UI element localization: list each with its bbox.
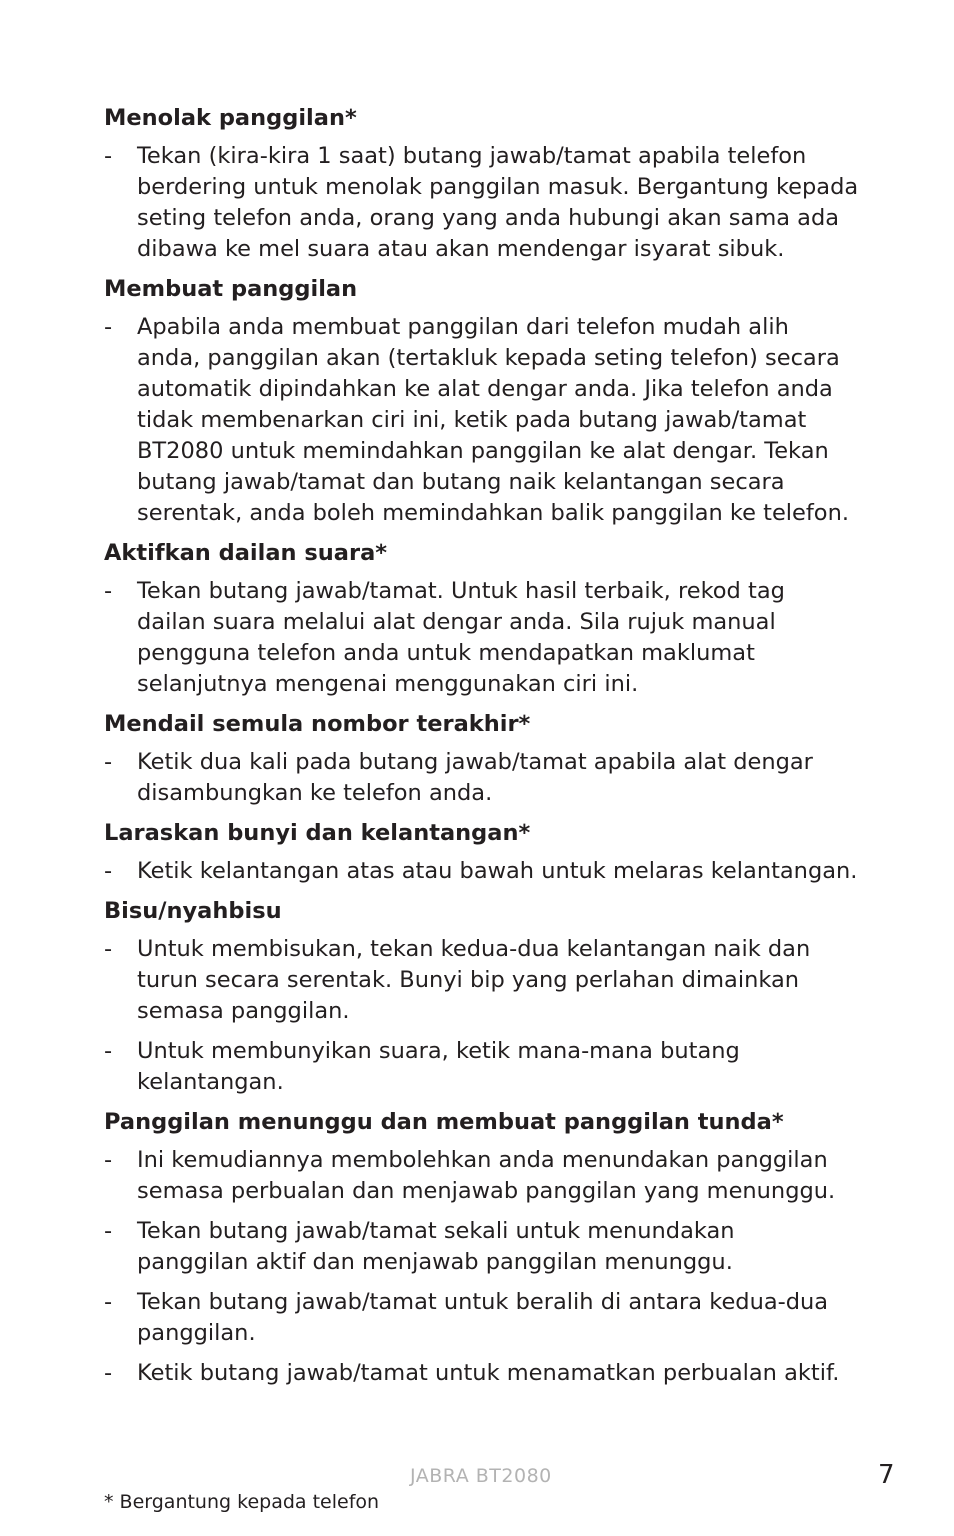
section [104,818,864,887]
bullet-dash: - [104,858,113,884]
list-item [104,1358,864,1389]
list-item-text: Tekan butang jawab/tamat untuk beralih di antara kedua-dua panggilan. [137,1289,829,1346]
list-item [104,934,864,1027]
bullet-dash: - [104,1147,113,1173]
list-item [104,1216,864,1278]
list-item-text: Ketik butang jawab/tamat untuk menamatkan perbualan aktif. [137,1360,840,1386]
section-heading: Bisu/nyahbisu [104,898,282,924]
bullet-dash: - [104,1038,113,1064]
list-item-text: Apabila anda membuat panggilan dari telefon mudah alih anda, panggilan akan (tertakluk kepada seting telefon) secara automatik dipindahkan ke alat dengar anda. Jika telefon anda tidak membenarkan ciri ini, ketik pada butang jawab/tamat BT2080 untuk memindahkan panggilan ke alat dengar. Tekan butang jawab/tamat dan butang naik kelantangan secara serentak, anda boleh memindahkan balik panggilan ke telefon. [137,314,849,526]
list-item [104,312,864,529]
list-item-text: Untuk membisukan, tekan kedua-dua kelantangan naik dan turun secara serentak. Bunyi bip yang perlahan dimainkan semasa panggilan. [137,936,811,1024]
bullet-dash: - [104,1289,113,1315]
section [104,709,864,809]
list-item-text: Ketik kelantangan atas atau bawah untuk melaras kelantangan. [137,858,858,884]
list-item [104,856,864,887]
bullet-dash: - [104,578,113,604]
list-item [104,1036,864,1098]
footnote: * Bergantung kepada telefon [104,1491,380,1513]
section-heading: Membuat panggilan [104,276,358,302]
bullet-dash: - [104,936,113,962]
section-heading: Mendail semula nombor terakhir* [104,711,531,737]
list-item [104,747,864,809]
main-content [104,103,864,1398]
section [104,103,864,265]
section-heading: Laraskan bunyi dan kelantangan* [104,820,531,846]
list-item [104,1145,864,1207]
section [104,896,864,1098]
bullet-dash: - [104,143,113,169]
list-item-text: Tekan butang jawab/tamat. Untuk hasil terbaik, rekod tag dailan suara melalui alat dengar anda. Sila rujuk manual pengguna telefon anda untuk mendapatkan maklumat selanjutnya mengenai menggunakan ciri ini. [137,578,785,697]
bullet-dash: - [104,1218,113,1244]
section [104,1107,864,1389]
section-heading: Menolak panggilan* [104,105,357,131]
list-item [104,1287,864,1349]
bullet-dash: - [104,1360,113,1386]
bullet-dash: - [104,314,113,340]
footer-brand: JABRA BT2080 [410,1465,552,1487]
list-item-text: Tekan (kira-kira 1 saat) butang jawab/tamat apabila telefon berdering untuk menolak panggilan masuk. Bergantung kepada seting telefon anda, orang yang anda hubungi akan sama ada dibawa ke mel suara atau akan mendengar isyarat sibuk. [137,143,859,262]
list-item-text: Untuk membunyikan suara, ketik mana-mana butang kelantangan. [137,1038,740,1095]
list-item-text: Tekan butang jawab/tamat sekali untuk menundakan panggilan aktif dan menjawab panggilan menunggu. [137,1218,735,1275]
list-item-text: Ini kemudiannya membolehkan anda menundakan panggilan semasa perbualan dan menjawab panggilan yang menunggu. [137,1147,836,1204]
section [104,274,864,529]
bullet-dash: - [104,749,113,775]
section [104,538,864,700]
section-heading: Aktifkan dailan suara* [104,540,388,566]
list-item [104,141,864,265]
page-number: 7 [878,1460,895,1490]
list-item-text: Ketik dua kali pada butang jawab/tamat apabila alat dengar disambungkan ke telefon anda. [137,749,813,806]
section-heading: Panggilan menunggu dan membuat panggilan tunda* [104,1109,784,1135]
list-item [104,576,864,700]
